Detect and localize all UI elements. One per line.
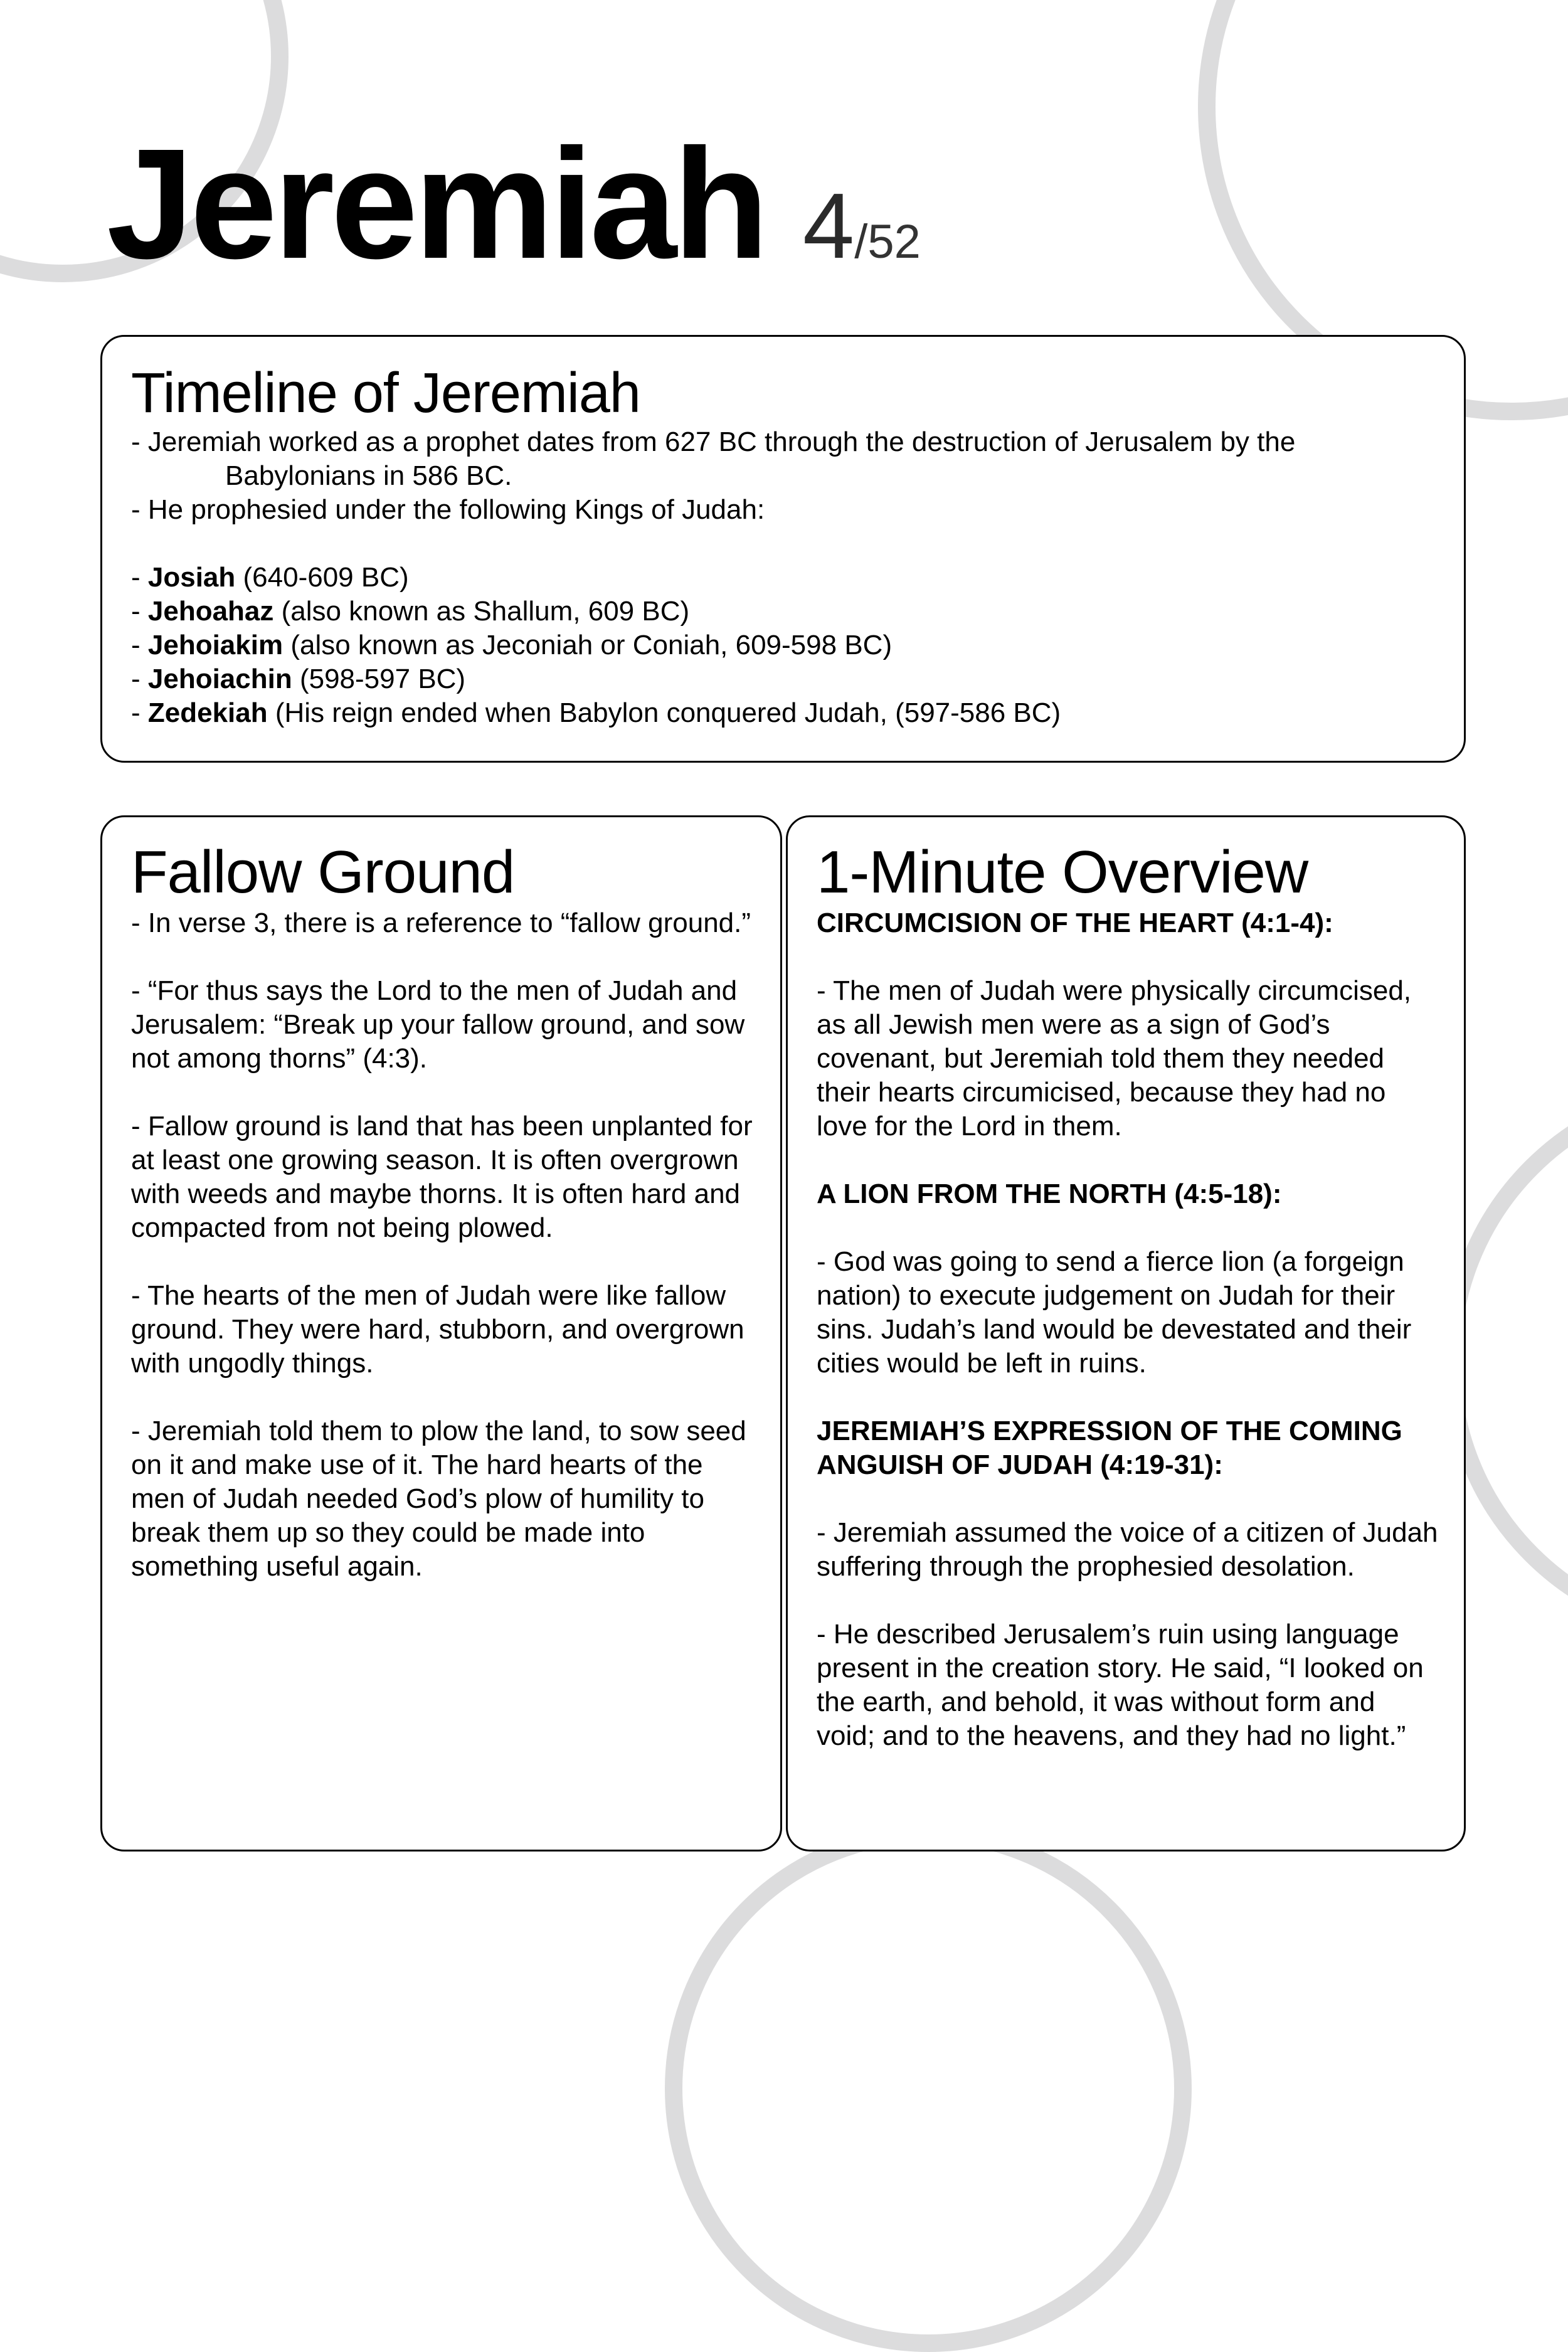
fallow-heading: Fallow Ground (131, 839, 515, 906)
book-name: Jeremiah (107, 116, 765, 291)
section-text: - God was going to send a fierce lion (a forgeign nation) to execute judgement on Judah for their sins. Judah’s land would be devestated and their cities would be left in ruins. (817, 1246, 1412, 1379)
king-name: Zedekiah (147, 697, 268, 728)
king-detail: (640-609 BC) (235, 561, 409, 593)
timeline-card (100, 335, 1466, 763)
king-name: Josiah (147, 561, 236, 593)
king-item: - Zedekiah (His reign ended when Babylon conquered Judah, (597-586 BC) (131, 697, 1061, 728)
overview-heading: 1-Minute Overview (817, 839, 1308, 906)
king-name: Jehoiakim (147, 629, 283, 660)
king-item: - Josiah (640-609 BC) (131, 561, 409, 593)
section-text: - Jeremiah assumed the voice of a citizen of Judah suffering through the prophesied desolation. (817, 1517, 1438, 1582)
section-text: - He described Jerusalem’s ruin using language present in the creation story. He said, “I looked on the earth, and behold, it was without form and void; and to the heavens, and they had no light.” (817, 1618, 1424, 1751)
timeline-body (131, 425, 1436, 730)
timeline-line: - He prophesied under the following Kings of Judah: (131, 494, 765, 525)
king-item: - Jehoiakim (also known as Jeconiah or Coniah, 609-598 BC) (131, 629, 893, 660)
king-detail: (also known as Jeconiah or Coniah, 609-598 BC) (283, 629, 893, 660)
section-heading: CIRCUMCISION OF THE HEART (4:1-4): (817, 907, 1333, 938)
king-name: Jehoiachin (147, 663, 292, 694)
fallow-paragraph: - Jeremiah told them to plow the land, to sow seed on it and make use of it. The hard hearts of the men of Judah needed God’s plow of humility to break them up so they could be made into something useful again. (131, 1415, 746, 1582)
chapter-number: 4 (802, 174, 855, 278)
decorative-ring-bottom (665, 1825, 1192, 2352)
fallow-paragraph: - “For thus says the Lord to the men of Judah and Jerusalem: “Break up your fallow ground, and sow not among thorns” (4:3). (131, 975, 745, 1074)
king-name: Jehoahaz (147, 595, 274, 627)
page-title (107, 116, 921, 291)
king-detail: (598-597 BC) (292, 663, 466, 694)
fallow-ground-card (100, 815, 782, 1851)
fallow-paragraph: - Fallow ground is land that has been unplanted for at least one growing season. It is often overgrown with weeds and maybe thorns. It is often hard and compacted from not being plowed. (131, 1110, 753, 1243)
chapter-total: /52 (854, 215, 921, 268)
section-heading: A LION FROM THE NORTH (4:5-18): (817, 1178, 1282, 1209)
section-heading: JEREMIAH’S EXPRESSION OF THE COMING ANGUISH OF JUDAH (4:19-31): (817, 1415, 1402, 1480)
king-item: - Jehoahaz (also known as Shallum, 609 BC) (131, 595, 690, 627)
section-text: - The men of Judah were physically circumcised, as all Jewish men were as a sign of God’s covenant, but Jeremiah told them they needed their hearts circumicised, because they had no love for the Lord in them. (817, 975, 1412, 1142)
king-detail: (His reign ended when Babylon conquered Judah, (597-586 BC) (267, 697, 1061, 728)
fallow-body (131, 906, 753, 1584)
fallow-paragraph: - In verse 3, there is a reference to “fallow ground.” (131, 907, 751, 938)
fallow-paragraph: - The hearts of the men of Judah were like fallow ground. They were hard, stubborn, and overgrown with ungodly things. (131, 1279, 744, 1379)
king-detail: (also known as Shallum, 609 BC) (273, 595, 690, 627)
timeline-heading: Timeline of Jeremiah (131, 362, 640, 425)
overview-card (786, 815, 1466, 1851)
overview-body (817, 906, 1439, 1753)
king-item: - Jehoiachin (598-597 BC) (131, 663, 466, 694)
timeline-line-continued: Babylonians in 586 BC. (225, 460, 512, 491)
timeline-line: - Jeremiah worked as a prophet dates from 627 BC through the destruction of Jerusalem by the (131, 426, 1296, 457)
